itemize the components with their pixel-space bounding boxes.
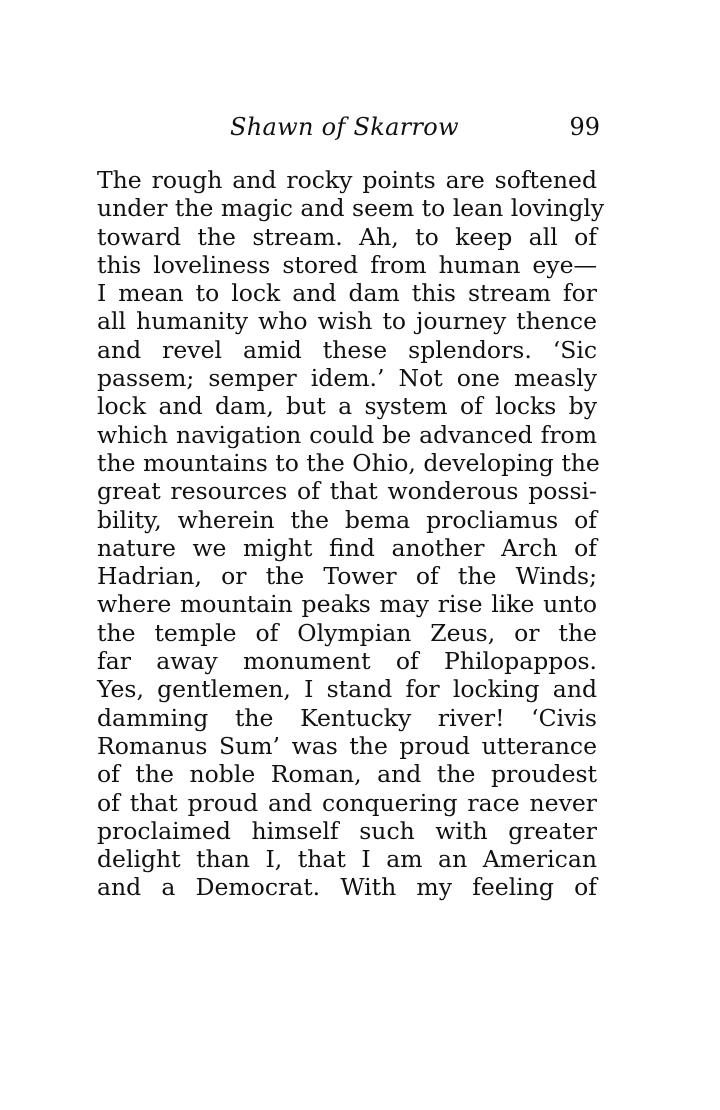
text-line: of the noble Roman, and the proudest xyxy=(97,760,597,789)
text-line: the temple of Olympian Zeus, or the xyxy=(97,618,597,647)
text-line: Yes, gentlemen, I stand for locking and xyxy=(97,675,597,704)
text-line: delight than I, that I am an American xyxy=(97,845,597,874)
text-line: proclaimed himself such with greater xyxy=(97,816,597,845)
text-line: and revel amid these splendors. ‘Sic xyxy=(97,335,597,364)
text-line: I mean to lock and dam this stream for xyxy=(97,279,597,308)
text-line: of that proud and conquering race never xyxy=(97,788,597,817)
text-line: the mountains to the Ohio, developing the xyxy=(97,448,600,477)
text-line: nature we might find another Arch of xyxy=(97,533,597,562)
running-head xyxy=(230,112,600,144)
text-line: where mountain peaks may rise like unto xyxy=(97,590,597,619)
text-line: which navigation could be advanced from xyxy=(97,420,597,449)
text-line: The rough and rocky points are softened xyxy=(97,166,597,194)
text-line: great resources of that wonderous possi- xyxy=(97,477,597,506)
text-line: this loveliness stored from human eye— xyxy=(97,250,597,279)
text-line: passem; semper idem.’ Not one measly xyxy=(97,364,597,393)
text-line: lock and dam, but a system of locks by xyxy=(97,392,597,421)
text-line: toward the stream. Ah, to keep all of xyxy=(97,222,597,251)
text-line: all humanity who wish to journey thence xyxy=(97,307,597,336)
text-line: Hadrian, or the Tower of the Winds; xyxy=(97,562,597,591)
text-line: bility, wherein the bema procliamus of xyxy=(97,505,597,534)
text-line: far away monument of Philopappos. xyxy=(97,647,597,676)
text-line: under the magic and seem to lean lovingly xyxy=(97,194,605,223)
text-line: damming the Kentucky river! ‘Civis xyxy=(97,703,597,732)
text-line: and a Democrat. With my feeling of xyxy=(97,873,597,902)
text-line: Romanus Sum’ was the proud utterance xyxy=(97,731,597,760)
page-number: 99 xyxy=(569,113,600,141)
body-text xyxy=(97,166,605,902)
running-title: Shawn of Skarrow xyxy=(230,113,459,141)
